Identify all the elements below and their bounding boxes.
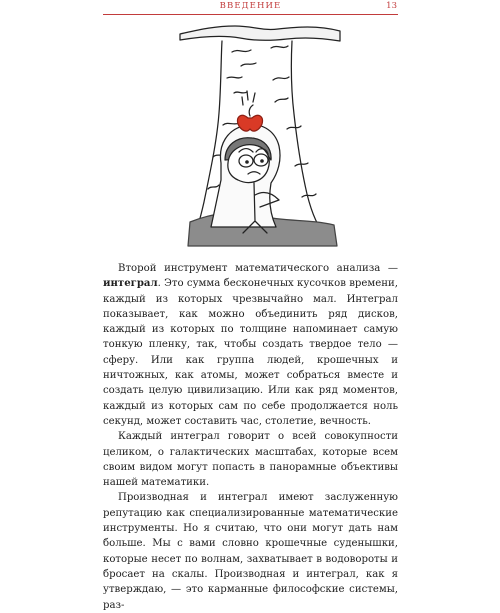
body-paragraph [103, 261, 398, 429]
body-text [103, 261, 398, 613]
body-paragraph: Производная и интеграл имеют заслуженную репутацию как специализированные математические инструменты. Но я считаю, что они могут дать нам больше. Мы с вами словно крошечные суденышки, которые несет по волнам, захватывает в водовороты и бросает на скалы. Производная и интеграл, как я утверждаю, — это карманные философские системы, раз- [103, 492, 398, 611]
bold-term: интеграл [103, 277, 158, 290]
tree-illustration [180, 17, 340, 249]
tree-drawing [180, 17, 340, 249]
apple-stem-icon [242, 91, 255, 116]
apple-icon [238, 115, 263, 131]
pupil-icon [260, 159, 264, 163]
page-number: 13 [386, 1, 397, 11]
body-paragraph: Каждый интеграл говорит о всей совокупности целиком, о галактических масштабах, которые всем своим видом могут попасть в панорамные объективы нашей математики. [103, 431, 398, 489]
running-head: ВВЕДЕНИЕ [219, 1, 282, 11]
page-header [103, 0, 398, 15]
tree-canopy-icon [180, 26, 340, 41]
paragraph-text: . Это сумма бесконечных кусочков времени, каждый из которых чрезвычайно мал. Интеграл показывает, как можно объединить ряд дисков, каждый из которых по толщине напоминает самую тонкую пленку, так, чтобы создать твердое тело — сферу. Или как группа людей, крошечных и ничтожных, как атомы, может собраться вместе и создать целую цивилизацию. Или как ряд моментов, каждый из которых сам по себе продолжается ноль секунд, может составить час, столетие, вечность. [103, 278, 398, 427]
pupil-icon [245, 160, 249, 164]
paragraph-text: Второй инструмент математического анализа — [118, 263, 398, 274]
